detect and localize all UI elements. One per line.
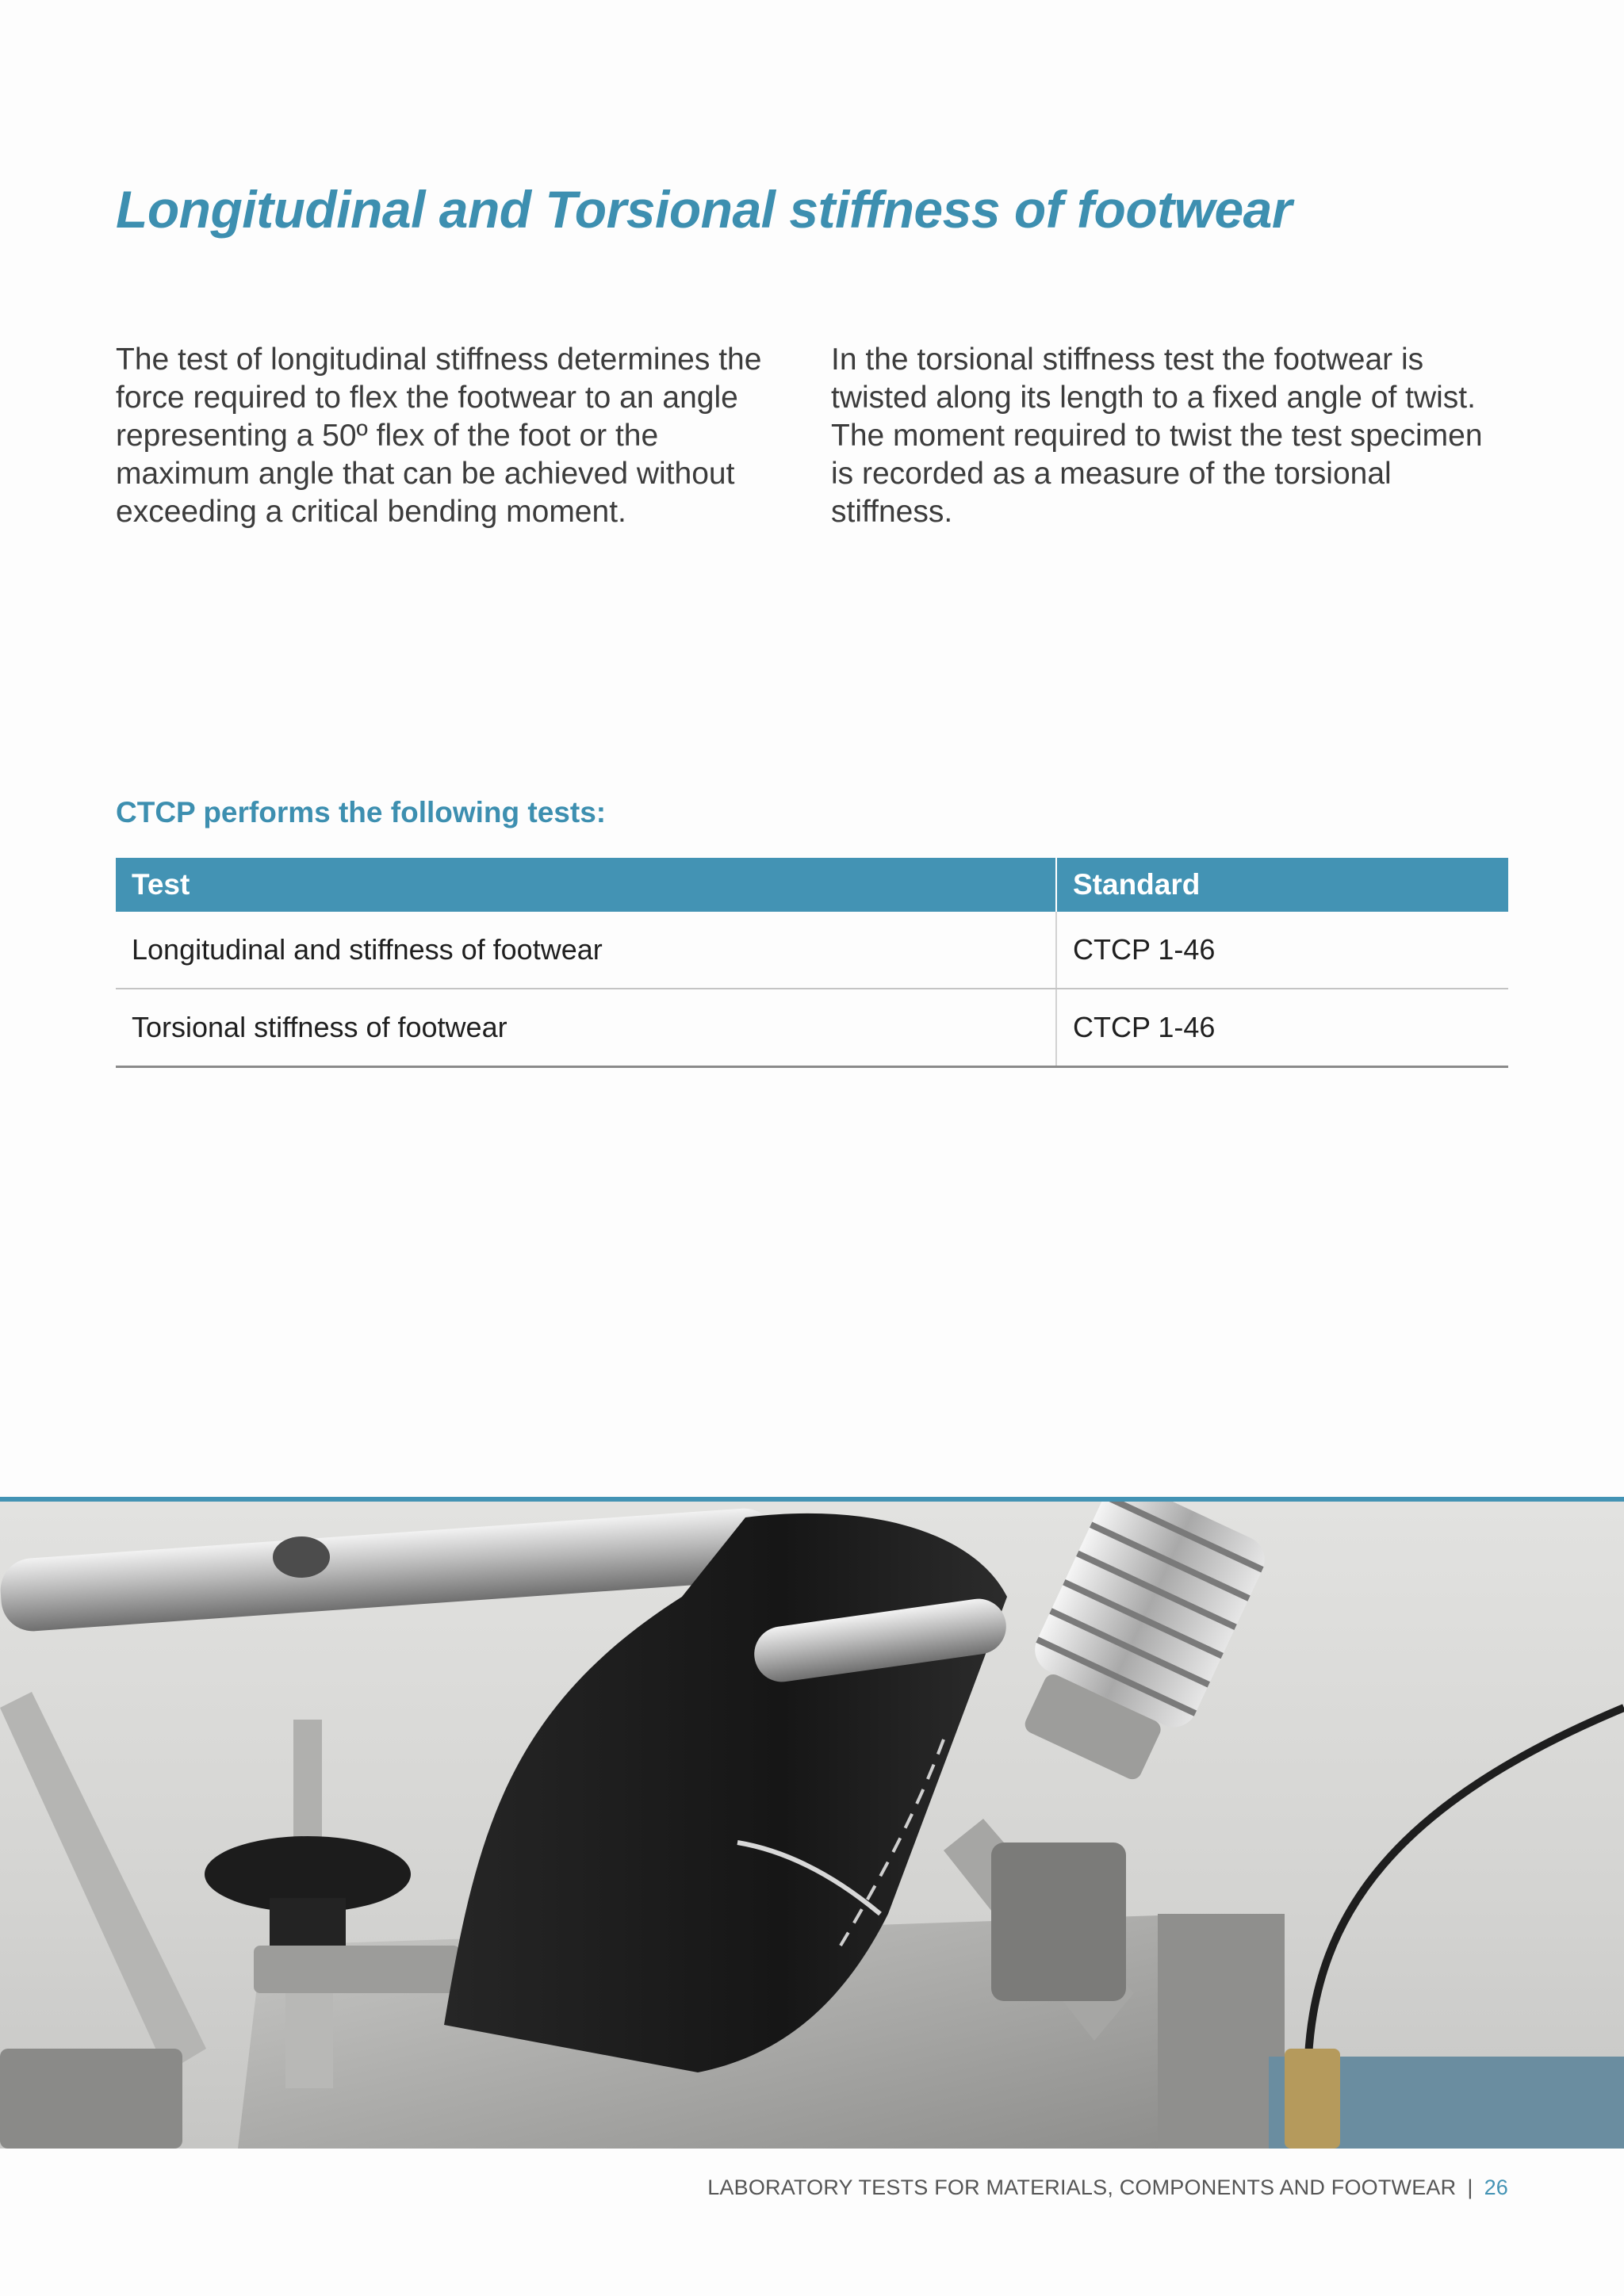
page-number: 26 [1484,2175,1508,2199]
publication-title: LABORATORY TESTS FOR MATERIALS, COMPONENTS AND FOOTWEAR [707,2175,1457,2199]
table-row [116,989,1508,1067]
column-header-standard: Standard [1056,858,1508,912]
test-name-cell: Longitudinal and stiffness of footwear [116,912,1056,989]
tests-heading: CTCP performs the following tests: [116,796,607,828]
standard-cell: CTCP 1-46 [1056,912,1508,989]
footer-separator: | [1467,2175,1473,2199]
test-name-cell: Torsional stiffness of footwear [116,989,1056,1067]
page-footer [707,2175,1508,2200]
stiffness-test-machine-photo [0,1497,1624,2149]
page-title: Longitudinal and Torsional stiffness of footwear [116,180,1293,239]
intro-paragraph-left: The test of longitudinal stiffness determines the force required to flex the footwear to an angle representing a 50º flex of the foot or the maximum angle that can be achieved without exceeding a critical bending moment. [116,342,762,529]
table-row [116,912,1508,989]
tests-table [116,858,1508,1068]
table-header-row [116,858,1508,912]
standard-cell: CTCP 1-46 [1056,989,1508,1067]
intro-paragraph-right: In the torsional stiffness test the footwear is twisted along its length to a fixed angle of twist. The moment required to twist the test specimen is recorded as a measure of the torsional stiffness. [831,342,1483,529]
column-header-test: Test [116,858,1056,912]
machine-illustration [0,1502,1624,2149]
